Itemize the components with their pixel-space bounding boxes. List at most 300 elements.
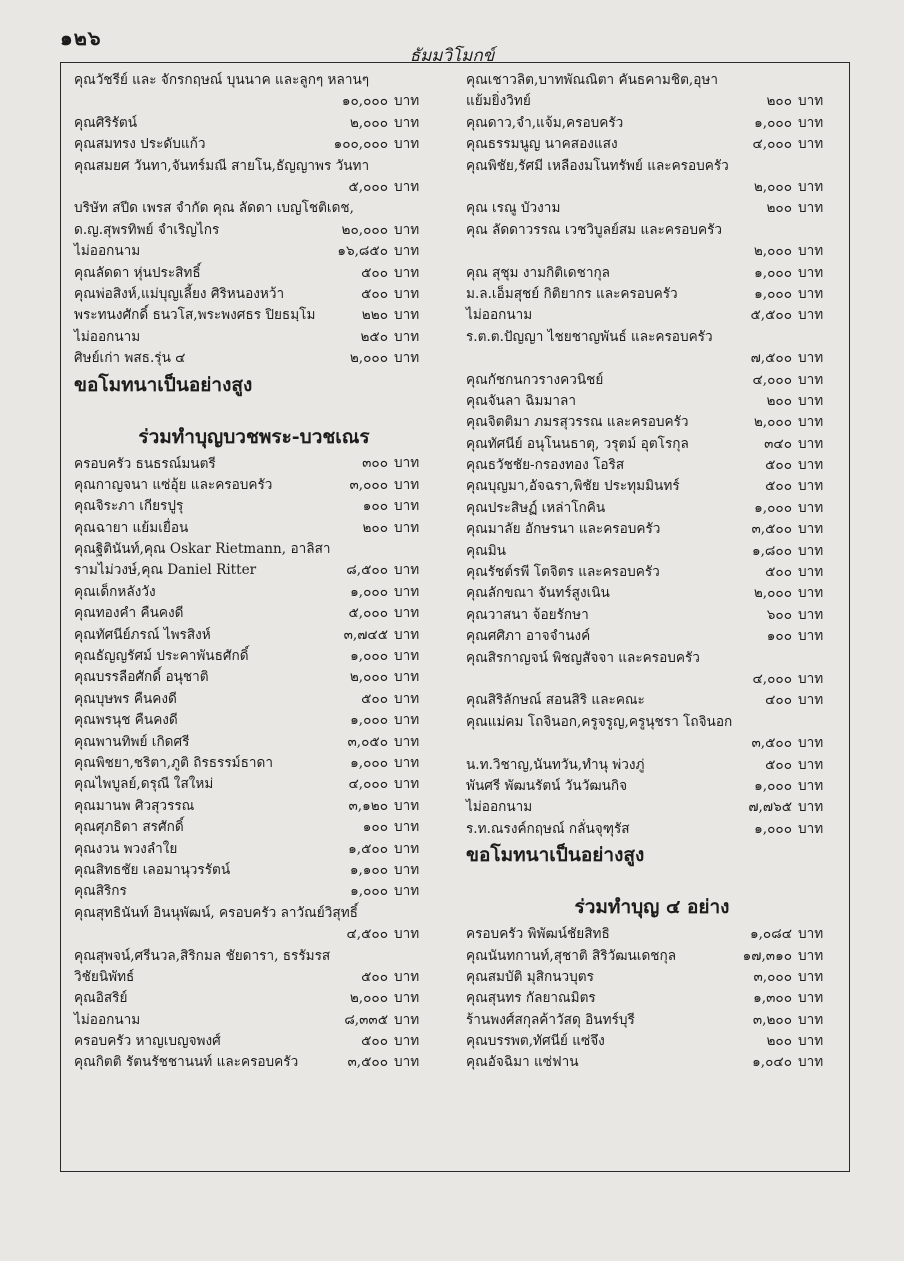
donation-amount: ๑๐๐	[766, 628, 792, 645]
donor-entry	[466, 327, 838, 370]
donor-entry	[74, 496, 434, 517]
donor-name: คุณธวัชชัย-กรองทอง โอริส	[466, 457, 625, 474]
donation-money	[344, 1010, 434, 1031]
currency-unit: บาท	[394, 178, 420, 195]
donation-money	[350, 988, 434, 1009]
currency-unit: บาท	[394, 819, 420, 836]
donation-amount: ๔๐๐	[765, 692, 792, 709]
currency-unit: บาท	[798, 1033, 824, 1050]
donation-amount: ๕๐๐	[765, 478, 792, 495]
donor-entry	[74, 454, 434, 475]
donation-amount: ๒,๐๐๐	[349, 114, 388, 131]
thanks-line: ขอโมทนาเป็นอย่างสูง	[466, 844, 645, 867]
donor-entry	[74, 70, 434, 113]
donation-amount: ๒๕๐	[360, 328, 388, 345]
donation-amount: ๑,๐๐๐	[350, 712, 388, 729]
currency-unit: บาท	[798, 435, 824, 452]
donation-money	[766, 198, 838, 219]
donation-amount: ๑,๐๐๐	[754, 777, 792, 794]
donor-name: ร้านพงศ์สกุลค้าวัสดุ อินทร์บุรี	[466, 1011, 635, 1028]
donation-amount: ๔,๐๐๐	[752, 136, 792, 153]
donation-amount: ๕๐๐	[765, 756, 792, 773]
donation-amount: ๒,๐๐๐	[349, 990, 388, 1007]
donor-entry	[466, 690, 838, 711]
donor-name: คุณศศิภา อาจจำนงค์	[466, 628, 591, 645]
donation-money	[348, 603, 434, 624]
donation-amount: ๕๐๐	[765, 457, 792, 474]
currency-unit: บาท	[798, 628, 824, 645]
donor-name: น.ท.วิชาญ,นันทวัน,ทำนุ พ่วงภู่	[466, 756, 645, 773]
donor-name: ศิษย์เก่า พสธ.รุ่น ๔	[74, 350, 186, 367]
donor-name: รามไม่วงษ์,คุณ Daniel Ritter	[74, 562, 257, 579]
donation-money	[765, 476, 838, 497]
donor-name: คุณธัญญรัศม์ ประคาพันธศักดิ์	[74, 648, 249, 665]
donation-amount: ๔,๐๐๐	[348, 776, 388, 793]
donation-money	[752, 541, 838, 562]
donor-name: คุณทัศนีย์ อนุโนนธาตุ, วรุตม์ อุตโรกุล	[466, 435, 689, 452]
donation-amount: ๓,๐๐๐	[349, 476, 388, 493]
donor-name: คุณไพบูลย์,ดรุณี ใสใหม่	[74, 776, 214, 793]
currency-unit: บาท	[394, 455, 420, 472]
donor-name: คุณสมบัติ มุสิกนวบุตร	[466, 968, 594, 985]
donation-money	[348, 839, 434, 860]
donor-name: คุณประสิษฏ์ เหล่าโกคิน	[466, 499, 606, 516]
currency-unit: บาท	[394, 861, 420, 878]
donor-entry	[466, 284, 838, 305]
donation-amount: ๒๐๐	[362, 519, 388, 536]
currency-unit: บาท	[394, 626, 420, 643]
donor-name: บริษัท สปีด เพรส จำกัด คุณ ลัดดา เบญโชติเดช,	[74, 200, 354, 217]
donor-entry	[466, 605, 838, 626]
donation-money	[348, 177, 434, 198]
donor-entry	[466, 412, 838, 433]
donor-name: คุณมาลัย อักษรนา และครอบครัว	[466, 521, 661, 538]
donation-money	[361, 263, 434, 284]
donation-amount: ๑,๐๐๐	[350, 583, 388, 600]
currency-unit: บาท	[394, 690, 420, 707]
donor-entry	[466, 776, 838, 797]
donor-name: วิชัยนิพัทธ์	[74, 968, 135, 985]
donor-entry	[466, 712, 838, 755]
donation-money	[348, 796, 434, 817]
donation-amount: ๑,๐๐๐	[754, 820, 792, 837]
donation-amount: ๑,๐๐๐	[754, 114, 792, 131]
thanks-line: ขอโมทนาเป็นอย่างสูง	[74, 373, 253, 396]
donation-money	[753, 1010, 838, 1031]
donor-entry	[466, 263, 838, 284]
currency-unit: บาท	[798, 414, 824, 431]
donor-entry	[74, 881, 434, 902]
currency-unit: บาท	[394, 1054, 420, 1071]
donation-money	[362, 305, 434, 326]
donation-money	[767, 626, 838, 647]
currency-unit: บาท	[798, 478, 824, 495]
donor-entry	[466, 797, 838, 818]
donation-money	[362, 518, 434, 539]
donor-entry	[466, 113, 838, 134]
donation-amount: ๒,๐๐๐	[753, 243, 792, 260]
donation-money	[754, 498, 838, 519]
currency-unit: บาท	[394, 519, 420, 536]
donation-amount: ๒๐๐	[766, 1033, 792, 1050]
donation-money	[348, 1052, 435, 1073]
donor-entry	[466, 583, 838, 604]
section-spacer	[466, 870, 838, 890]
currency-unit: บาท	[798, 735, 824, 752]
donation-money	[765, 755, 838, 776]
donation-amount: ๑,๐๐๐	[754, 499, 792, 516]
donor-entry	[466, 220, 838, 263]
currency-unit: บาท	[394, 1033, 420, 1050]
donor-name: ครอบครัว ธนธรณ์มนตรี	[74, 455, 216, 472]
donor-entry	[74, 582, 434, 603]
donor-entry	[466, 626, 838, 647]
currency-unit: บาท	[394, 733, 420, 750]
currency-unit: บาท	[798, 243, 824, 260]
donor-name: คุณทัศนีย์ภรณ์ ไพรสิงห์	[74, 626, 211, 643]
donation-amount: ๑,๐๐๐	[350, 648, 388, 664]
donation-money	[754, 412, 838, 433]
currency-unit: บาท	[394, 797, 420, 814]
donation-amount: ๕๐๐	[361, 264, 388, 281]
currency-unit: บาท	[798, 926, 824, 943]
donor-entry	[466, 946, 838, 967]
donor-entry	[466, 924, 838, 945]
donor-name: พระทนงศักดิ์ ธนวโส,พระพงศธร ปิยธมฺโม	[74, 307, 316, 324]
currency-unit: บาท	[394, 968, 420, 985]
donation-money	[765, 562, 838, 583]
donation-amount: ๒๐๐	[766, 93, 792, 110]
donor-entry	[74, 198, 434, 219]
donation-amount: ๓,๐๐๐	[753, 968, 792, 985]
donor-entry	[74, 625, 434, 646]
currency-unit: บาท	[394, 285, 420, 302]
currency-unit: บาท	[394, 605, 420, 622]
donation-amount: ๕๐๐	[361, 1033, 388, 1050]
section-spacer	[74, 400, 434, 420]
donor-entry	[74, 220, 434, 241]
currency-unit: บาท	[798, 285, 824, 302]
donation-amount: ๘,๕๐๐	[346, 562, 388, 579]
donor-name: คุณบรรพต,ทัศนีย์ แซ่จึง	[466, 1033, 605, 1050]
currency-unit: บาท	[394, 562, 420, 579]
donor-name: คุณบุษพร คืนคงดี	[74, 690, 177, 707]
donation-money	[349, 475, 434, 496]
currency-unit: บาท	[394, 498, 420, 515]
donor-entry	[74, 774, 434, 795]
section-heading: ร่วมทำบุญ ๔ อย่าง	[574, 896, 730, 919]
currency-unit: บาท	[798, 670, 824, 687]
donor-name: คุณพิชัย,รัศมี เหลืองมโนทรัพย์ และครอบครัว	[466, 157, 729, 174]
donor-name: ไม่ออกนาม	[74, 243, 141, 260]
donation-amount: ๒,๐๐๐	[753, 414, 792, 431]
donation-amount: ๑,๐๐๐	[754, 264, 792, 281]
donor-name: คุณจันลา ฉิมมาลา	[466, 392, 577, 409]
donation-money	[753, 967, 838, 988]
donor-entry	[466, 498, 838, 519]
donation-amount: ๑,๓๐๐	[753, 990, 792, 1007]
donor-entry	[74, 348, 434, 369]
donation-money	[752, 134, 838, 155]
currency-unit: บาท	[798, 521, 824, 538]
donor-name: ด.ญ.สุพรทิพย์ จำเริญไกร	[74, 221, 220, 238]
donor-entry	[466, 1031, 838, 1052]
donor-name: คุณธรรมนูญ นาคสองแสง	[466, 136, 618, 153]
donor-name: คุณศุภธิดา สรศักดิ์	[74, 819, 184, 836]
donation-money	[754, 284, 838, 305]
donation-amount: ๓๐๐	[362, 455, 388, 472]
donor-name: คุณศิริรัตน์	[74, 114, 138, 131]
donation-money	[348, 774, 434, 795]
donor-entry	[74, 156, 434, 199]
currency-unit: บาท	[394, 926, 420, 943]
currency-unit: บาท	[798, 93, 824, 110]
donor-name: คุณบุญมา,อัจฉรา,พิชัย ประทุมมินทร์	[466, 478, 680, 495]
currency-unit: บาท	[798, 606, 824, 623]
donation-money	[350, 881, 434, 902]
donor-entry	[466, 755, 838, 776]
donor-name: คุณจิตติมา ภมรสุวรรณ และครอบครัว	[466, 414, 689, 431]
donation-money	[363, 817, 434, 838]
currency-unit: บาท	[798, 990, 824, 1007]
donation-amount: ๑,๐๐๐	[350, 883, 388, 900]
donation-money	[344, 625, 434, 646]
currency-unit: บาท	[394, 264, 420, 281]
donor-entry	[74, 539, 434, 560]
donation-money	[766, 1031, 838, 1052]
donor-entry	[74, 988, 434, 1009]
donation-money	[337, 241, 434, 262]
currency-unit: บาท	[394, 114, 420, 131]
donor-entry	[74, 946, 434, 967]
donation-amount: ๒,๐๐๐	[753, 178, 792, 195]
right-column	[466, 70, 838, 1074]
donor-entry	[466, 305, 838, 326]
currency-unit: บาท	[798, 499, 824, 516]
donor-name: ไม่ออกนาม	[466, 307, 533, 324]
donor-entry	[74, 327, 434, 348]
donation-amount: ๔,๕๐๐	[346, 926, 388, 943]
donation-money	[754, 776, 838, 797]
donation-amount: ๓,๕๐๐	[751, 521, 792, 538]
donation-amount: ๗,๗๖๕	[748, 799, 792, 816]
currency-unit: บาท	[798, 564, 824, 581]
currency-unit: บาท	[798, 264, 824, 281]
donation-money	[754, 113, 838, 134]
donor-name: ม.ล.เอ็มสุชย์ กิติยากร และครอบครัว	[466, 285, 678, 302]
donor-entry	[466, 819, 838, 840]
donor-entry	[466, 455, 838, 476]
currency-unit: บาท	[394, 754, 420, 771]
donor-name: คุณดาว,จำ,แจ้ม,ครอบครัว	[466, 114, 624, 131]
donation-money	[766, 91, 838, 112]
donor-entry	[466, 434, 838, 455]
currency-unit: บาท	[394, 840, 420, 857]
donor-name: คุณพ่อสิงห์,แม่บุญเลี้ยง ศิริหนองหว้า	[74, 285, 285, 302]
donor-entry	[466, 562, 838, 583]
currency-unit: บาท	[798, 350, 824, 367]
donation-amount: ๒,๐๐๐	[349, 350, 388, 367]
donor-name: คุณเชาวลิต,บาทพัณณิตา คันธคามชิต,อุษา	[466, 72, 719, 88]
donation-amount: ๕๐๐	[361, 690, 388, 707]
donation-money	[752, 669, 838, 690]
donation-amount: ๕๐๐	[765, 564, 792, 581]
donation-money	[752, 370, 838, 391]
donation-money	[346, 560, 434, 581]
donor-entry	[74, 113, 434, 134]
donor-entry	[466, 967, 838, 988]
donation-amount: ๒๒๐	[361, 307, 388, 324]
donation-money	[361, 1031, 434, 1052]
donor-entry	[74, 860, 434, 881]
currency-unit: บาท	[798, 136, 824, 153]
donation-money	[361, 284, 434, 305]
donor-name: คุณกาญจนา แซ่อุ้ย และครอบครัว	[74, 476, 273, 493]
currency-unit: บาท	[798, 307, 824, 324]
donor-name: ไม่ออกนาม	[74, 328, 141, 345]
donor-entry	[466, 476, 838, 497]
donation-money	[754, 263, 838, 284]
donation-amount: ๑๐๐	[362, 498, 388, 515]
donation-money	[350, 667, 434, 688]
donor-entry	[466, 70, 838, 91]
donation-money	[350, 860, 434, 881]
donor-name: คุณกิตติ รัตนรัชชานนท์ และครอบครัว	[74, 1054, 299, 1071]
currency-unit: บาท	[798, 392, 824, 409]
donation-money	[751, 348, 838, 369]
currency-unit: บาท	[394, 776, 420, 793]
donation-money	[753, 988, 838, 1009]
donor-entry	[74, 732, 434, 753]
donation-money	[361, 689, 434, 710]
donation-money	[350, 582, 434, 603]
currency-unit: บาท	[394, 328, 420, 345]
donation-money	[350, 113, 434, 134]
donor-entry	[74, 603, 434, 624]
page-number: ๑๒๖	[60, 26, 102, 50]
donor-entry	[74, 817, 434, 838]
donation-money	[363, 496, 434, 517]
donation-amount: ๑,๐๔๐	[752, 1054, 792, 1071]
donor-name: คุณ สุชุม งามกิติเดชากุล	[466, 264, 611, 281]
donation-money	[752, 1052, 838, 1073]
currency-unit: บาท	[798, 114, 824, 131]
donation-amount: ๒,๐๐๐	[349, 669, 388, 686]
donor-entry	[74, 839, 434, 860]
donor-name: คุณพรนุช คืนคงดี	[74, 712, 178, 729]
donor-entry	[466, 370, 838, 391]
donation-money	[764, 434, 838, 455]
donor-name: คุณวาสนา จ้อยรักษา	[466, 606, 589, 623]
donation-money	[350, 646, 434, 667]
donor-name: คุณสิริลักษณ์ สอนสิริ และคณะ	[466, 692, 645, 709]
donation-money	[350, 348, 434, 369]
donor-name: คุณลัดดา หุ่นประสิทธิ์	[74, 264, 201, 281]
donor-entry	[74, 305, 434, 326]
donation-money	[342, 91, 434, 112]
donation-money	[361, 967, 434, 988]
donation-amount: ๑,๐๐๐	[350, 754, 388, 771]
currency-unit: บาท	[394, 221, 420, 238]
donation-amount: ๘,๓๓๕	[344, 1011, 388, 1028]
donor-name: แย้มยิ่งวิทย์	[466, 93, 531, 110]
donation-amount: ๒,๐๐๐	[753, 585, 792, 602]
currency-unit: บาท	[798, 1054, 824, 1071]
donation-money	[348, 732, 435, 753]
donation-money	[748, 797, 838, 818]
donor-name: คุณ เรณู บัวงาม	[466, 200, 561, 217]
donor-entry	[466, 391, 838, 412]
donation-money	[751, 305, 839, 326]
currency-unit: บาท	[798, 968, 824, 985]
currency-unit: บาท	[394, 93, 420, 110]
donation-amount: ๖๐๐	[766, 606, 792, 623]
currency-unit: บาท	[798, 820, 824, 837]
donor-entry	[466, 541, 838, 562]
donor-name: คุณกัชกนกวรางควนิชย์	[466, 371, 604, 388]
donor-entry	[466, 198, 838, 219]
currency-unit: บาท	[798, 542, 824, 559]
currency-unit: บาท	[394, 990, 420, 1007]
currency-unit: บาท	[798, 178, 824, 195]
donation-amount: ๑๗,๓๑๐	[742, 947, 792, 964]
currency-unit: บาท	[798, 947, 824, 964]
currency-unit: บาท	[394, 350, 420, 367]
donor-name: คุณ ลัดดาวรรณ เวชวิบูลย์สม และครอบครัว	[466, 221, 723, 238]
donor-name: ครอบครัว พิพัฒน์ชัยสิทธิ	[466, 926, 610, 943]
donor-name: คุณสุพจน์,ศรีนวล,สิริกมล ชัยดารา, ธรรัมรส	[74, 947, 331, 964]
donor-entry	[74, 646, 434, 667]
donor-entry	[466, 519, 838, 540]
donor-name: ร.ท.ณรงค์กฤษณ์ กลั่นจุฑุรัส	[466, 820, 630, 837]
donor-name: คุณเด็กหลังวัง	[74, 583, 156, 600]
donor-entry	[74, 710, 434, 731]
donor-entry	[466, 156, 838, 199]
running-header: ธัมมวิโมกข์	[409, 46, 495, 66]
currency-unit: บาท	[798, 371, 824, 388]
donor-name: ไม่ออกนาม	[466, 799, 533, 816]
donor-name: ครอบครัว หาญเบญจพงศ์	[74, 1033, 221, 1050]
donor-entry	[74, 475, 434, 496]
currency-unit: บาท	[798, 585, 824, 602]
donation-money	[362, 453, 434, 474]
donation-amount: ๑๐,๐๐๐	[341, 93, 388, 110]
donation-amount: ๒๐,๐๐๐	[341, 221, 388, 238]
donation-money	[754, 177, 838, 198]
currency-unit: บาท	[798, 692, 824, 709]
donor-entry	[74, 241, 434, 262]
section-heading: ร่วมทำบุญบวชพระ-บวชเณร	[138, 425, 370, 448]
donor-name: คุณสุทธินันท์ อินนุพัฒน์, ครอบครัว ลาวัณย์วิสุทธิ์	[74, 904, 358, 921]
donation-amount: ๓,๒๐๐	[752, 1011, 792, 1028]
donation-money	[765, 690, 838, 711]
donation-money	[347, 924, 435, 945]
donation-amount: ๓,๕๐๐	[347, 1054, 388, 1071]
donor-entry	[74, 689, 434, 710]
donation-amount: ๕๐๐	[361, 968, 388, 985]
donation-amount: ๑,๐๘๔	[749, 926, 792, 943]
donor-entry	[74, 518, 434, 539]
donor-name: คุณงวน พวงลำใย	[74, 840, 178, 857]
donation-amount: ๓,๑๒๐	[348, 797, 388, 814]
donation-amount: ๓,๐๕๐	[347, 733, 388, 750]
donor-name: คุณลักขณา จันทร์สูงเนิน	[466, 585, 610, 602]
currency-unit: บาท	[798, 777, 824, 794]
donation-money	[350, 710, 434, 731]
currency-unit: บาท	[798, 200, 824, 217]
donation-amount: ๕,๕๐๐	[750, 307, 792, 324]
donor-entry	[74, 284, 434, 305]
